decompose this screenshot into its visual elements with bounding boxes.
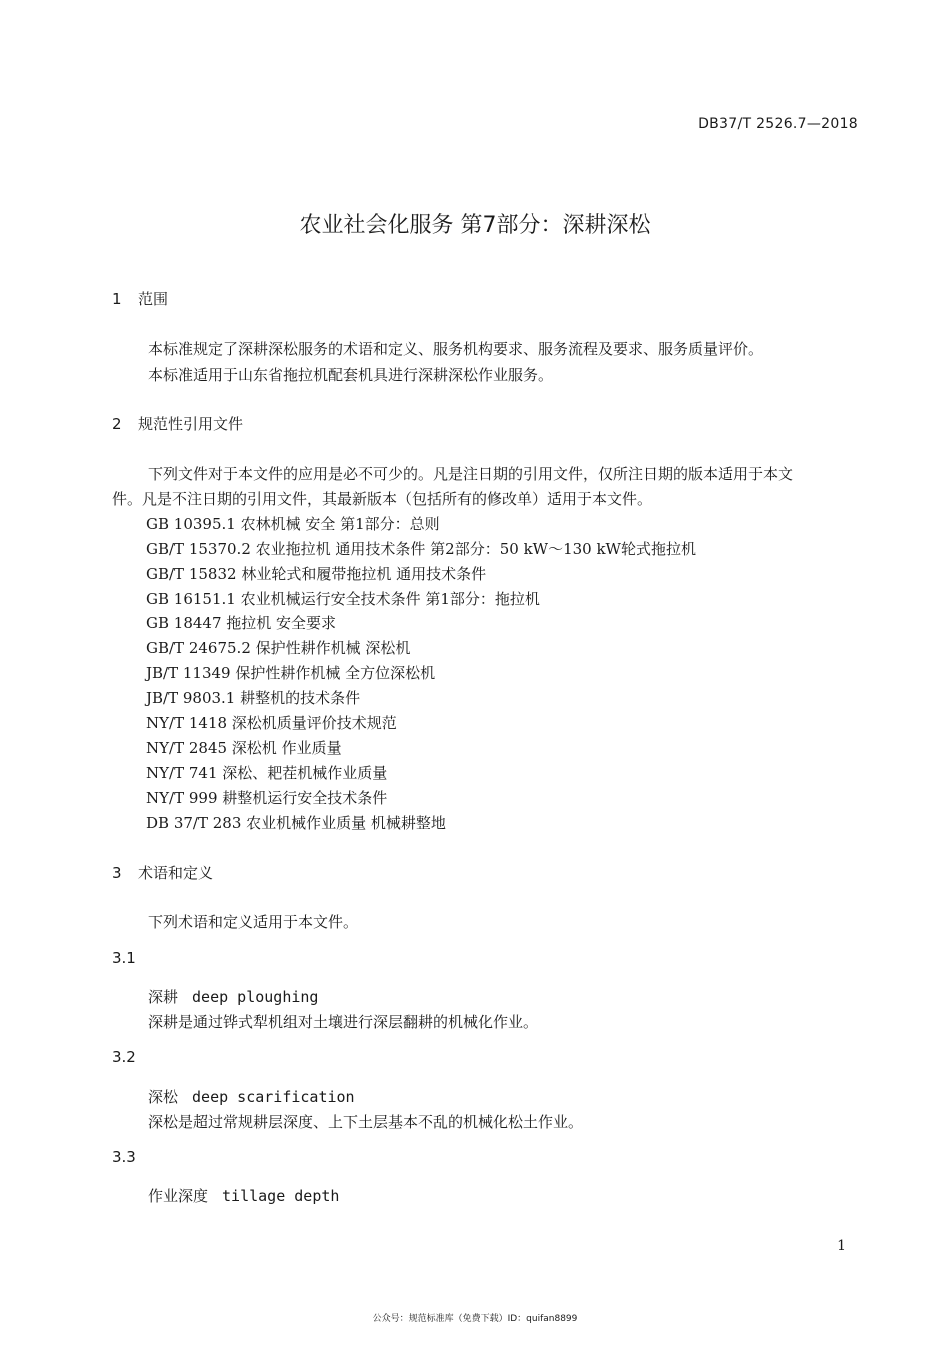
section-title: 规范性引用文件 (138, 415, 244, 433)
reference-item: GB 18447 拖拉机 安全要求 (146, 614, 337, 632)
paragraph: 本标准适用于山东省拖拉机配套机具进行深耕深松作业服务。 (148, 366, 554, 384)
reference-item: GB/T 15370.2 农业拖拉机 通用技术条件 第2部分：50 kW～130 kW轮式拖拉机 (146, 540, 696, 558)
subsection-number: 3.2 (112, 1048, 136, 1066)
reference-item: JB/T 11349 保护性耕作机械 全方位深松机 (146, 664, 436, 682)
document-title: 农业社会化服务 第7部分：深耕深松 (299, 213, 651, 238)
section-number: 2 (112, 415, 122, 433)
paragraph: 下列术语和定义适用于本文件。 (148, 913, 359, 931)
reference-item: DB 37/T 283 农业机械作业质量 机械耕整地 (146, 814, 446, 832)
term-cn: 深耕 (148, 988, 179, 1006)
term-heading (148, 1185, 339, 1206)
section-2-heading (112, 413, 243, 434)
section-number: 1 (112, 290, 122, 308)
term-definition: 深松是超过常规耕层深度、上下土层基本不乱的机械化松土作业。 (148, 1113, 584, 1131)
section-3-heading (112, 862, 213, 883)
reference-item: GB/T 24675.2 保护性耕作机械 深松机 (146, 639, 411, 657)
term-cn: 作业深度 (148, 1187, 209, 1205)
reference-item: GB 10395.1 农林机械 安全 第1部分：总则 (146, 515, 440, 533)
term-en: deep scarification (192, 1088, 355, 1106)
term-cn: 深松 (148, 1088, 179, 1106)
term-en: tillage depth (222, 1187, 340, 1205)
document-code: DB37/T 2526.7—2018 (698, 116, 858, 132)
reference-item: GB 16151.1 农业机械运行安全技术条件 第1部分：拖拉机 (146, 590, 540, 608)
paragraph: 本标准规定了深耕深松服务的术语和定义、服务机构要求、服务流程及要求、服务质量评价。 (148, 340, 764, 358)
reference-item: GB/T 15832 林业轮式和履带拖拉机 通用技术条件 (146, 565, 487, 583)
section-number: 3 (112, 864, 122, 882)
reference-item: NY/T 1418 深松机质量评价技术规范 (146, 714, 397, 732)
term-heading (148, 1086, 355, 1107)
reference-item: NY/T 999 耕整机运行安全技术条件 (146, 789, 388, 807)
section-1-heading (112, 288, 168, 309)
term-definition: 深耕是通过铧式犁机组对土壤进行深层翻耕的机械化作业。 (148, 1013, 539, 1031)
paragraph: 件。凡是不注日期的引用文件，其最新版本（包括所有的修改单）适用于本文件。 (112, 490, 653, 508)
subsection-number: 3.3 (112, 1148, 136, 1166)
section-title: 术语和定义 (138, 864, 214, 882)
term-heading (148, 986, 318, 1007)
reference-item: JB/T 9803.1 耕整机的技术条件 (146, 689, 361, 707)
paragraph: 下列文件对于本文件的应用是必不可少的。凡是注日期的引用文件，仅所注日期的版本适用于本文 (148, 465, 794, 483)
term-en: deep ploughing (192, 988, 319, 1006)
reference-item: NY/T 2845 深松机 作业质量 (146, 739, 342, 757)
section-title: 范围 (138, 290, 169, 308)
subsection-number: 3.1 (112, 949, 136, 967)
footer-note: 公众号：规范标准库（免费下载）ID：quifan8899 (372, 1314, 578, 1324)
page-number: 1 (837, 1238, 846, 1254)
reference-item: NY/T 741 深松、耙茬机械作业质量 (146, 764, 388, 782)
